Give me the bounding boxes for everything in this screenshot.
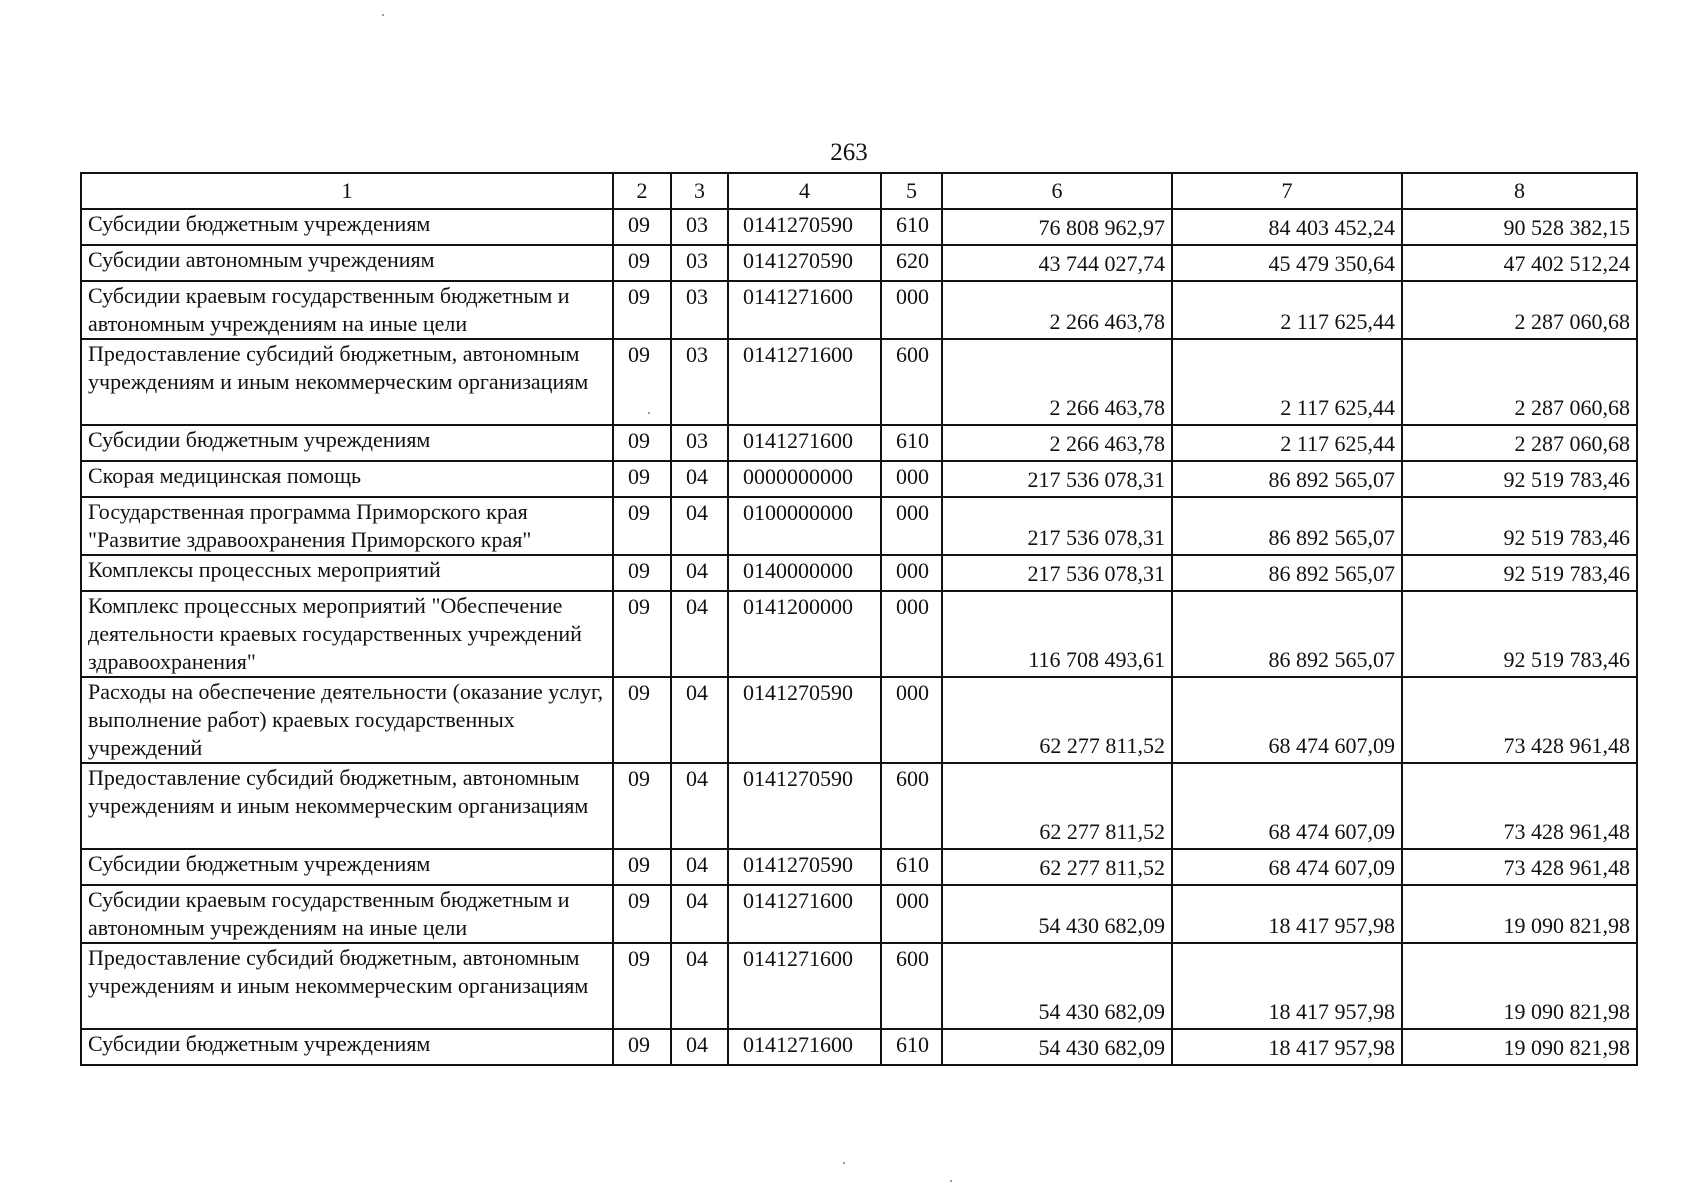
expense-type-code: 600	[881, 943, 942, 1029]
expense-type-code: 610	[881, 1029, 942, 1065]
section-code: 09	[613, 281, 671, 339]
amount-col-7: 18 417 957,98	[1172, 943, 1402, 1029]
expense-type-code: 000	[881, 555, 942, 591]
expense-type-code: 000	[881, 281, 942, 339]
section-code: 09	[613, 943, 671, 1029]
amount-col-8: 19 090 821,98	[1402, 943, 1637, 1029]
row-description: Субсидии автономным учреждениям	[81, 245, 613, 281]
table-row	[81, 461, 1637, 497]
section-code: 09	[613, 555, 671, 591]
row-description: Субсидии краевым государственным бюджетным и автономным учреждениям на иные цели	[81, 885, 613, 943]
header-row	[81, 173, 1637, 209]
subsection-code: 04	[671, 849, 728, 885]
row-description: Субсидии краевым государственным бюджетным и автономным учреждениям на иные цели	[81, 281, 613, 339]
table-row	[81, 885, 1637, 943]
target-article-code: 0141271600	[728, 885, 881, 943]
row-description: Субсидии бюджетным учреждениям	[81, 1029, 613, 1065]
row-description: Комплексы процессных мероприятий	[81, 555, 613, 591]
section-code: 09	[613, 591, 671, 677]
row-description: Субсидии бюджетным учреждениям	[81, 849, 613, 885]
section-code: 09	[613, 497, 671, 555]
section-code: 09	[613, 425, 671, 461]
column-header: 8	[1402, 173, 1637, 209]
section-code: 09	[613, 849, 671, 885]
amount-col-6: 54 430 682,09	[942, 1029, 1172, 1065]
amount-col-7: 86 892 565,07	[1172, 497, 1402, 555]
expense-type-code: 600	[881, 339, 942, 425]
column-header: 4	[728, 173, 881, 209]
amount-col-8: 90 528 382,15	[1402, 209, 1637, 245]
table-row	[81, 245, 1637, 281]
table-row	[81, 281, 1637, 339]
table-row	[81, 209, 1637, 245]
expense-type-code: 610	[881, 209, 942, 245]
amount-col-8: 92 519 783,46	[1402, 461, 1637, 497]
section-code: 09	[613, 209, 671, 245]
amount-col-8: 73 428 961,48	[1402, 763, 1637, 849]
target-article-code: 0141271600	[728, 1029, 881, 1065]
expense-type-code: 000	[881, 461, 942, 497]
amount-col-7: 84 403 452,24	[1172, 209, 1402, 245]
subsection-code: 04	[671, 885, 728, 943]
amount-col-8: 73 428 961,48	[1402, 849, 1637, 885]
row-description: Скорая медицинская помощь	[81, 461, 613, 497]
target-article-code: 0141270590	[728, 209, 881, 245]
amount-col-6: 217 536 078,31	[942, 461, 1172, 497]
expense-type-code: 000	[881, 591, 942, 677]
subsection-code: 03	[671, 209, 728, 245]
amount-col-7: 2 117 625,44	[1172, 425, 1402, 461]
column-header: 1	[81, 173, 613, 209]
amount-col-6: 116 708 493,61	[942, 591, 1172, 677]
section-code: 09	[613, 677, 671, 763]
row-description: Государственная программа Приморского края "Развитие здравоохранения Приморского края"	[81, 497, 613, 555]
row-description: Предоставление субсидий бюджетным, автономным учреждениям и иным некоммерческим организациям	[81, 943, 613, 1029]
page-number: 263	[830, 139, 868, 166]
subsection-code: 03	[671, 245, 728, 281]
amount-col-8: 92 519 783,46	[1402, 555, 1637, 591]
expense-type-code: 620	[881, 245, 942, 281]
table-row	[81, 591, 1637, 677]
subsection-code: 04	[671, 461, 728, 497]
column-header: 5	[881, 173, 942, 209]
row-description: Расходы на обеспечение деятельности (оказание услуг, выполнение работ) краевых государственных учреждений	[81, 677, 613, 763]
row-description: Субсидии бюджетным учреждениям	[81, 425, 613, 461]
amount-col-7: 68 474 607,09	[1172, 849, 1402, 885]
section-code: 09	[613, 339, 671, 425]
expense-type-code: 610	[881, 425, 942, 461]
amount-col-8: 19 090 821,98	[1402, 885, 1637, 943]
amount-col-8: 47 402 512,24	[1402, 245, 1637, 281]
row-description: Предоставление субсидий бюджетным, автономным учреждениям и иным некоммерческим организациям	[81, 763, 613, 849]
section-code: 09	[613, 1029, 671, 1065]
scan-speck	[843, 1162, 845, 1164]
subsection-code: 04	[671, 943, 728, 1029]
section-code: 09	[613, 885, 671, 943]
subsection-code: 03	[671, 339, 728, 425]
target-article-code: 0141271600	[728, 281, 881, 339]
amount-col-8: 92 519 783,46	[1402, 497, 1637, 555]
amount-col-6: 2 266 463,78	[942, 281, 1172, 339]
subsection-code: 04	[671, 763, 728, 849]
scan-speck	[950, 1180, 952, 1182]
row-description: Субсидии бюджетным учреждениям	[81, 209, 613, 245]
amount-col-7: 86 892 565,07	[1172, 591, 1402, 677]
amount-col-8: 2 287 060,68	[1402, 425, 1637, 461]
table-row	[81, 555, 1637, 591]
amount-col-6: 62 277 811,52	[942, 677, 1172, 763]
scan-speck	[648, 412, 650, 414]
amount-col-6: 76 808 962,97	[942, 209, 1172, 245]
amount-col-7: 86 892 565,07	[1172, 461, 1402, 497]
scan-speck	[382, 14, 384, 16]
target-article-code: 0141270590	[728, 677, 881, 763]
subsection-code: 04	[671, 555, 728, 591]
expense-type-code: 600	[881, 763, 942, 849]
amount-col-6: 54 430 682,09	[942, 885, 1172, 943]
target-article-code: 0141271600	[728, 425, 881, 461]
target-article-code: 0141200000	[728, 591, 881, 677]
subsection-code: 04	[671, 1029, 728, 1065]
row-description: Предоставление субсидий бюджетным, автономным учреждениям и иным некоммерческим организациям	[81, 339, 613, 425]
amount-col-8: 2 287 060,68	[1402, 281, 1637, 339]
section-code: 09	[613, 245, 671, 281]
amount-col-6: 43 744 027,74	[942, 245, 1172, 281]
column-header: 7	[1172, 173, 1402, 209]
target-article-code: 0100000000	[728, 497, 881, 555]
column-header: 3	[671, 173, 728, 209]
table-row	[81, 763, 1637, 849]
amount-col-6: 62 277 811,52	[942, 849, 1172, 885]
subsection-code: 04	[671, 591, 728, 677]
budget-table	[80, 172, 1638, 1066]
table-row	[81, 943, 1637, 1029]
amount-col-7: 45 479 350,64	[1172, 245, 1402, 281]
amount-col-6: 62 277 811,52	[942, 763, 1172, 849]
table-row	[81, 497, 1637, 555]
subsection-code: 04	[671, 497, 728, 555]
table-row	[81, 425, 1637, 461]
subsection-code: 03	[671, 281, 728, 339]
expense-type-code: 000	[881, 497, 942, 555]
amount-col-7: 2 117 625,44	[1172, 281, 1402, 339]
column-header: 2	[613, 173, 671, 209]
amount-col-6: 217 536 078,31	[942, 555, 1172, 591]
amount-col-7: 18 417 957,98	[1172, 1029, 1402, 1065]
amount-col-7: 68 474 607,09	[1172, 677, 1402, 763]
expense-type-code: 610	[881, 849, 942, 885]
target-article-code: 0141271600	[728, 943, 881, 1029]
target-article-code: 0000000000	[728, 461, 881, 497]
row-description: Комплекс процессных мероприятий "Обеспечение деятельности краевых государственных учреждений здравоохранения"	[81, 591, 613, 677]
subsection-code: 03	[671, 425, 728, 461]
amount-col-7: 18 417 957,98	[1172, 885, 1402, 943]
amount-col-8: 2 287 060,68	[1402, 339, 1637, 425]
amount-col-6: 2 266 463,78	[942, 425, 1172, 461]
amount-col-7: 86 892 565,07	[1172, 555, 1402, 591]
amount-col-7: 68 474 607,09	[1172, 763, 1402, 849]
amount-col-8: 73 428 961,48	[1402, 677, 1637, 763]
column-header: 6	[942, 173, 1172, 209]
table-row	[81, 339, 1637, 425]
section-code: 09	[613, 461, 671, 497]
table-row	[81, 849, 1637, 885]
subsection-code: 04	[671, 677, 728, 763]
table-row	[81, 1029, 1637, 1065]
expense-type-code: 000	[881, 677, 942, 763]
amount-col-6: 2 266 463,78	[942, 339, 1172, 425]
amount-col-8: 19 090 821,98	[1402, 1029, 1637, 1065]
amount-col-6: 54 430 682,09	[942, 943, 1172, 1029]
target-article-code: 0141270590	[728, 245, 881, 281]
table-row	[81, 677, 1637, 763]
target-article-code: 0140000000	[728, 555, 881, 591]
amount-col-7: 2 117 625,44	[1172, 339, 1402, 425]
target-article-code: 0141271600	[728, 339, 881, 425]
amount-col-6: 217 536 078,31	[942, 497, 1172, 555]
expense-type-code: 000	[881, 885, 942, 943]
amount-col-8: 92 519 783,46	[1402, 591, 1637, 677]
target-article-code: 0141270590	[728, 763, 881, 849]
section-code: 09	[613, 763, 671, 849]
target-article-code: 0141270590	[728, 849, 881, 885]
